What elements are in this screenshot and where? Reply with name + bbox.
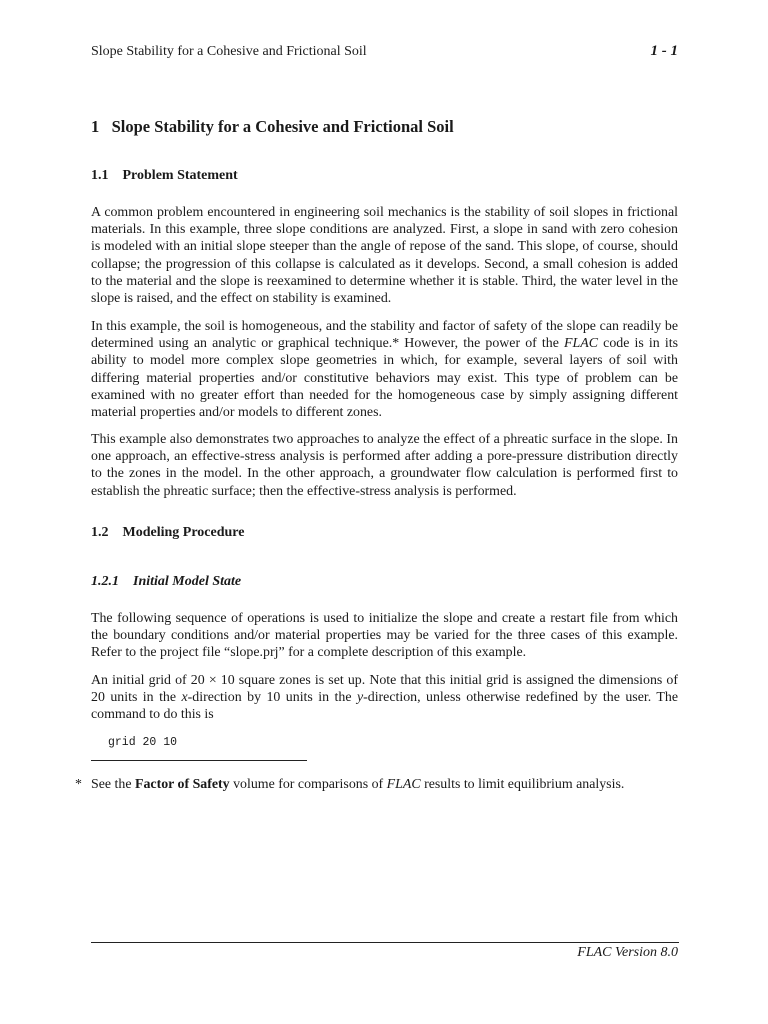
paragraph-homogeneous-soil	[91, 318, 678, 421]
paragraph-initial-grid	[91, 672, 678, 724]
flac-name: FLAC	[564, 336, 599, 352]
running-header-title: Slope Stability for a Cohesive and Frictional Soil	[91, 44, 367, 59]
subsection-number: 1.1	[91, 168, 109, 183]
footnote-marker: *	[75, 777, 82, 792]
subsection-number: 1.2	[91, 525, 109, 540]
footnote-bold-title: Factor of Safety	[134, 777, 230, 792]
paragraph-text: -direction by 10 units in the	[187, 690, 357, 706]
page-number: 1 - 1	[650, 43, 678, 59]
subsection-title: Problem Statement	[122, 168, 238, 183]
x-symbol: x	[181, 690, 188, 706]
y-symbol: y	[356, 690, 364, 706]
paragraph-text: -direction, unless otherwise redefined by the user. The command to do this is	[91, 690, 678, 723]
subsubsection-number: 1.2.1	[91, 574, 119, 589]
section-heading	[91, 117, 454, 137]
subsubsection-title: Initial Model State	[133, 574, 242, 589]
footer-version: FLAC Version 8.0	[577, 945, 678, 960]
paragraph-text: code is in its ability to model more complex slope geometries in which, for example, several layers of soil with differing material properties and/or constitutive behaviors may exist. This type of problem can be examined with no greater effort than needed for the homogeneous case by simply assigning different material properties and/or models to different zones.	[91, 336, 678, 421]
footnote-divider	[91, 760, 307, 761]
paragraph-text: An initial grid of 20 × 10 square zones is set up. Note that this initial grid is assigned the dimensions of 20 units in the	[91, 673, 678, 706]
footer-divider	[91, 942, 679, 943]
subsection-heading-modeling-procedure	[91, 525, 244, 541]
subsubsection-heading-initial-model-state	[91, 574, 241, 590]
section-title: Slope Stability for a Cohesive and Frictional Soil	[111, 117, 454, 136]
footnote-text: See the	[91, 777, 135, 792]
paragraph-initialize-sequence: The following sequence of operations is used to initialize the slope and create a restart file from which the boundary conditions and/or material properties may be varied for the three cases of this example. Refer to the project file “slope.prj” for a complete description of this example.	[91, 611, 678, 661]
footnote-text: volume for comparisons of	[229, 777, 387, 792]
paragraph-phreatic-surface: This example also demonstrates two approaches to analyze the effect of a phreatic surface in the slope. In one approach, an effective-stress analysis is performed after adding a pore-pressure distribution directly to the zones in the model. In the other approach, a groundwater flow calculation is performed first to establish the phreatic surface; then the effective-stress analysis is performed.	[91, 432, 678, 499]
flac-name: FLAC	[386, 777, 421, 792]
footnote	[75, 777, 624, 793]
section-number: 1	[91, 117, 100, 136]
paragraph-text: In this example, the soil is homogeneous, and the stability and factor of safety of the slope can readily be determined using an analytic or graphical technique.* However, the power of the	[91, 319, 678, 352]
subsection-title: Modeling Procedure	[122, 525, 245, 540]
paragraph-problem-intro: A common problem encountered in engineering soil mechanics is the stability of soil slopes in frictional materials. In this example, three slope conditions are analyzed. First, a slope in sand with zero cohesion is modeled with an initial slope steeper than the angle of repose of the sand. This slope, of course, should collapse; the progression of this collapse is calculated as it develops. Second, a small cohesion is added to the material and the slope is reexamined to determine whether it is stable. Third, the water level in the slope is raised, and the effect on stability is examined.	[91, 205, 678, 307]
footnote-text: results to limit equilibrium analysis.	[420, 777, 625, 792]
command-grid: grid 20 10	[108, 736, 178, 749]
subsection-heading-problem-statement	[91, 168, 238, 184]
